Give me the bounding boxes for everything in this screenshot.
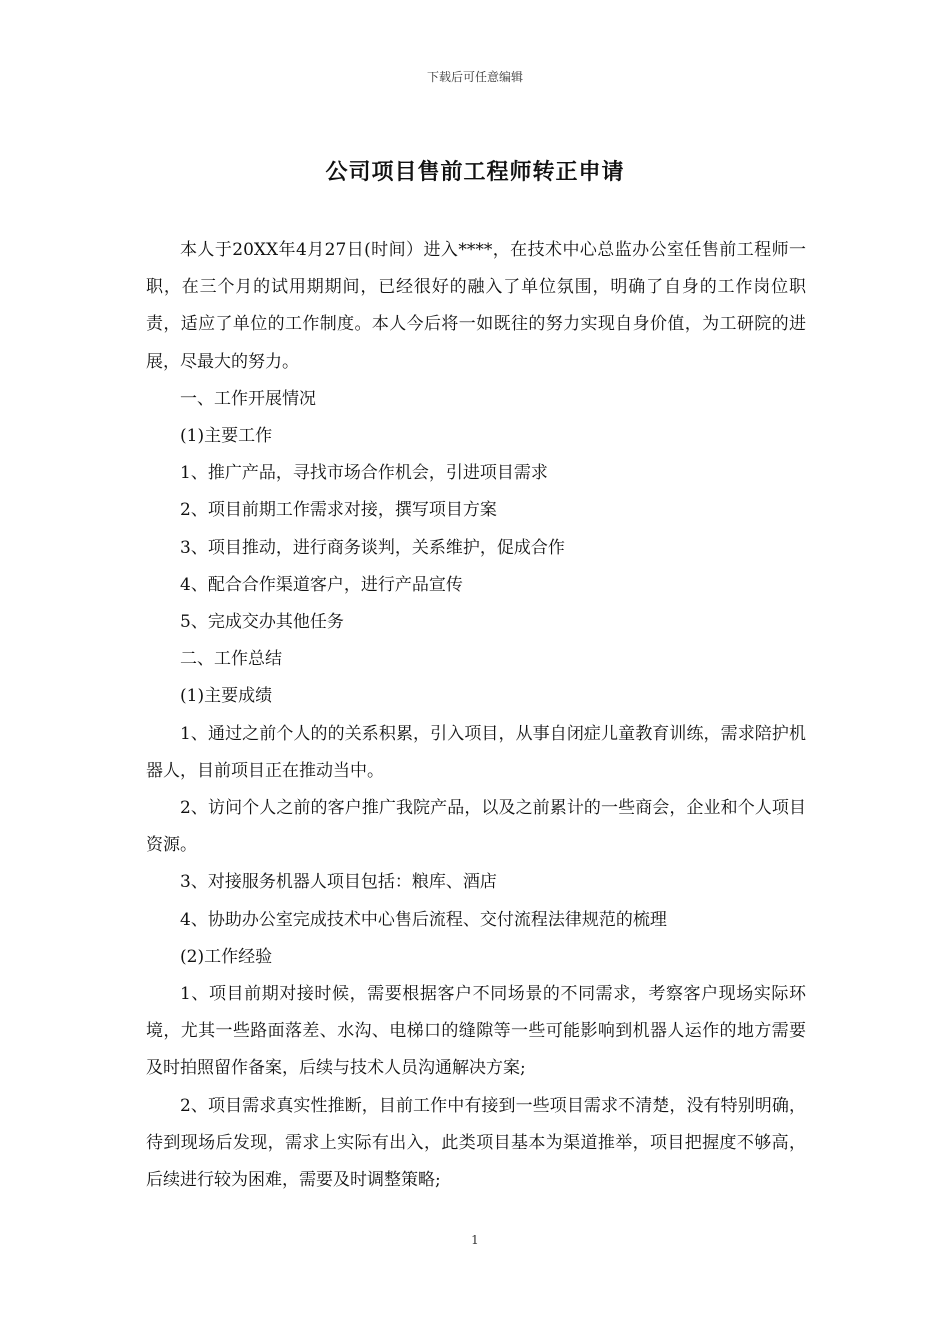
- list-item-experience-1: 1、项目前期对接时候，需要根据客户不同场景的不同需求，考察客户现场实际环境，尤其一些路面落差、水沟、电梯口的缝隙等一些可能影响到机器人运作的地方需要及时拍照留作备案，后续与技术人员沟通解决方案;: [146, 984, 806, 1079]
- list-item-achievement-1: 1、通过之前个人的的关系积累，引入项目，从事自闭症儿童教育训练，需求陪护机器人，目前项目正在推动当中。: [146, 723, 806, 781]
- list-item-main-work-4: 4、配合合作渠道客户，进行产品宣传: [180, 574, 463, 595]
- document-body: [146, 232, 806, 1199]
- section-heading-work-summary: 二、工作总结: [180, 649, 282, 670]
- subsection-main-achievements: (1)主要成绩: [180, 686, 273, 707]
- list-item-achievement-2: 2、访问个人之前的客户推广我院产品，以及之前累计的一些商会，企业和个人项目资源。: [146, 798, 806, 856]
- subsection-work-experience: (2)工作经验: [180, 946, 273, 967]
- subsection-main-work: (1)主要工作: [180, 426, 273, 447]
- list-item-experience-2: 2、项目需求真实性推断，目前工作中有接到一些项目需求不清楚，没有特别明确，待到现场后发现，需求上实际有出入，此类项目基本为渠道推举，项目把握度不够高，后续进行较为困难，需要及时调整策略;: [146, 1095, 806, 1191]
- section-heading-work-progress: 一、工作开展情况: [180, 388, 316, 409]
- list-item-main-work-3: 3、项目推动，进行商务谈判，关系维护，促成合作: [180, 537, 565, 558]
- list-item-main-work-1: 1、推广产品，寻找市场合作机会，引进项目需求: [180, 463, 548, 484]
- list-item-achievement-3: 3、对接服务机器人项目包括：粮库、酒店: [180, 872, 497, 893]
- list-item-main-work-2: 2、项目前期工作需求对接，撰写项目方案: [180, 500, 497, 521]
- list-item-main-work-5: 5、完成交办其他任务: [180, 612, 344, 633]
- intro-paragraph: 本人于20XX年4月27日(时间）进入****，在技术中心总监办公室任售前工程师一职，在三个月的试用期期间，已经很好的融入了单位氛围，明确了自身的工作岗位职责，适应了单位的工作制度。本人今后将一如既往的努力实现自身价值，为工研院的进展，尽最大的努力。: [146, 240, 806, 372]
- page-header-note: 下载后可任意编辑: [426, 70, 523, 84]
- page-number: 1: [471, 1233, 479, 1247]
- list-item-achievement-4: 4、协助办公室完成技术中心售后流程、交付流程法律规范的梳理: [180, 909, 667, 930]
- document-title: 公司项目售前工程师转正申请: [325, 159, 625, 185]
